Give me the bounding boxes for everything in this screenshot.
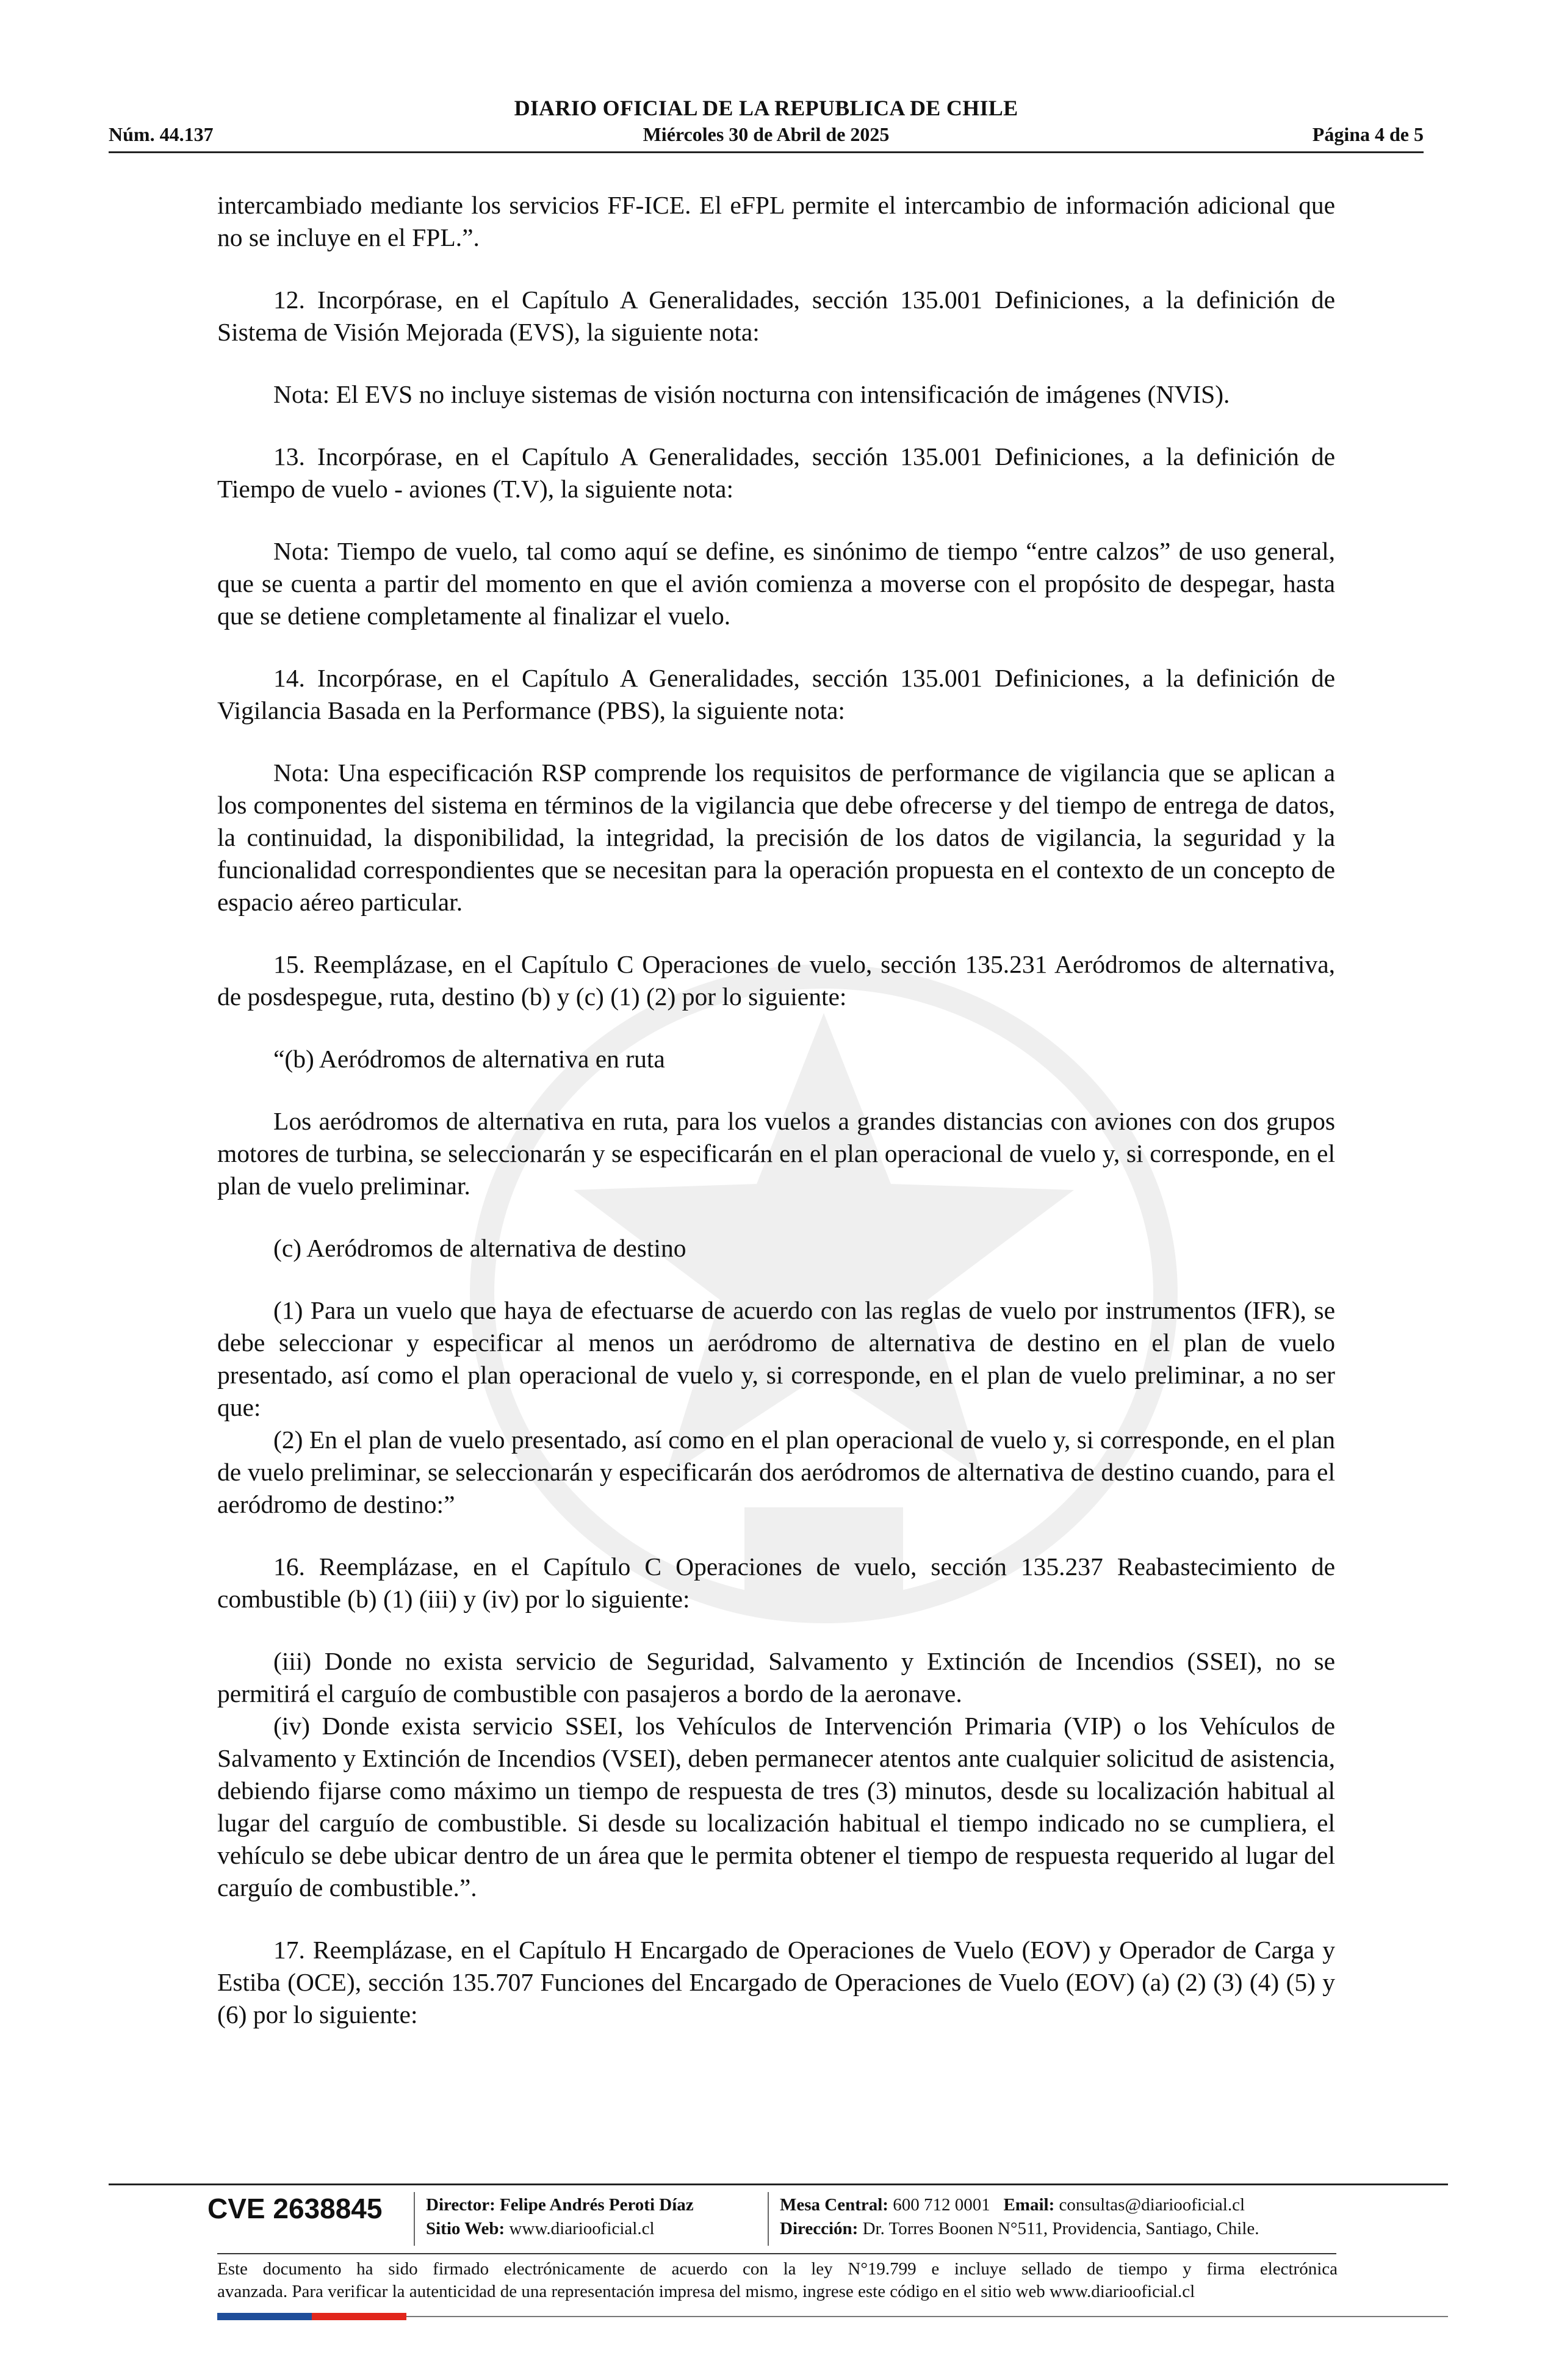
paragraph: Nota: Tiempo de vuelo, tal como aquí se define, es sinónimo de tiempo “entre calzos” de uso general, que se cuenta a partir del momento en que el avión comienza a moverse con el propósito de despegar, hasta que se detiene completamente al finalizar el vuelo. [217,537,1335,630]
footer-separator [414,2192,415,2246]
paragraph: (2) En el plan de vuelo presentado, así como en el plan operacional de vuelo y, si corresponde, en el plan de vuelo preliminar, se seleccionarán y especificarán dos aeródromos de alternativa de destino cuando, para el aeródromo de destino:” [217,1426,1335,1518]
website-label: Sitio Web: [426,2219,505,2238]
address-value: Dr. Torres Boonen N°511, Providencia, Santiago, Chile. [862,2219,1259,2238]
paragraph: (1) Para un vuelo que haya de efectuarse de acuerdo con las reglas de vuelo por instrumentos (IFR), se debe seleccionar y especificar al menos un aeródromo de alternativa de destino en el plan de vuelo presentado, así como el plan operacional de vuelo y, si corresponde, en el plan de vuelo preliminar, a no ser que: [217,1296,1335,1421]
paragraph: Los aeródromos de alternativa en ruta, para los vuelos a grandes distancias con aviones con dos grupos motores de turbina, se seleccionarán y se especificarán en el plan operacional de vuelo y, si corresponde, en el plan de vuelo preliminar. [217,1107,1335,1200]
footer-contact-block [780,2193,1259,2241]
footer-separator [768,2192,769,2246]
flag-stripe [217,2313,406,2320]
paragraph: “(b) Aeródromos de alternativa en ruta [273,1045,665,1073]
paragraph: (iv) Donde exista servicio SSEI, los Vehículos de Intervención Primaria (VIP) o los Vehículos de Salvamento y Extinción de Incendios (VSEI), deben permanecer atentos ante cualquier solicitud de asistencia, debiendo fijarse como máximo un tiempo de respuesta de tres (3) minutos, desde su localización habitual al lugar del carguío de combustible. Si desde su localización habitual el tiempo indicado no se cumpliera, el vehículo se debe ubicar dentro de un área que le permita obtener el tiempo de respuesta requerido al lugar del carguío de combustible.”. [217,1712,1335,1902]
paragraph: Nota: El EVS no incluye sistemas de visión nocturna con intensificación de imágenes (NVIS). [273,380,1230,408]
address-label: Dirección: [780,2219,859,2238]
paragraph: Nota: Una especificación RSP comprende los requisitos de performance de vigilancia que se aplican a los componentes del sistema en términos de la vigilancia que debe ofrecerse y del tiempo de entrega de datos, la continuidad, la disponibilidad, la integridad, la precisión de los datos de vigilancia, la seguridad y la funcionalidad correspondientes que se necesitan para la operación propuesta en el contexto de un concepto de espacio aéreo particular. [217,759,1335,916]
legal-notice [217,2258,1338,2303]
legal-line: Este documento ha sido firmado electrónicamente de acuerdo con la ley N°19.799 e incluye sellado de tiempo y firma electrónica [217,2259,1338,2279]
paragraph: 14. Incorpórase, en el Capítulo A Generalidades, sección 135.001 Definiciones, a la definición de Vigilancia Basada en la Performance (PBS), la siguiente nota: [217,664,1335,724]
paragraph: (c) Aeródromos de alternativa de destino [273,1234,686,1262]
footer-divider [109,2183,1448,2185]
footer-bottom-rule [406,2316,1448,2317]
phone-label: Mesa Central: [780,2195,888,2215]
website-link[interactable]: www.diariooficial.cl [509,2219,655,2238]
email-link[interactable]: consultas@diariooficial.cl [1059,2195,1245,2215]
cve-code: CVE 2638845 [207,2193,383,2224]
document-body [217,189,1335,2061]
phone-value: 600 712 0001 [893,2195,990,2215]
newspaper-title: DIARIO OFICIAL DE LA REPUBLICA DE CHILE [514,96,1018,120]
paragraph: 15. Reemplázase, en el Capítulo C Operaciones de vuelo, sección 135.231 Aeródromos de alternativa, de posdespegue, ruta, destino (b) y (c) (1) (2) por lo siguiente: [217,950,1335,1011]
director-name: Felipe Andrés Peroti Díaz [500,2195,694,2215]
page-number: Página 4 de 5 [1312,123,1424,145]
paragraph: 12. Incorpórase, en el Capítulo A Generalidades, sección 135.001 Definiciones, a la definición de Sistema de Visión Mejorada (EVS), la siguiente nota: [217,286,1335,346]
paragraph: 16. Reemplázase, en el Capítulo C Operaciones de vuelo, sección 135.237 Reabastecimiento de combustible (b) (1) (iii) y (iv) por lo siguiente: [217,1552,1335,1613]
paragraph: intercambiado mediante los servicios FF-ICE. El eFPL permite el intercambio de información adicional que no se incluye en el FPL.”. [217,191,1335,251]
issue-date: Miércoles 30 de Abril de 2025 [643,123,890,145]
director-label: Director: [426,2195,495,2215]
footer-director-block [426,2193,694,2241]
legal-line: avanzada. Para verificar la autenticidad de una representación impresa del mismo, ingrese este código en el sitio web www.diariooficial.cl [217,2282,1195,2301]
flag-blue-segment [217,2313,312,2320]
footer-subdivider [217,2253,1336,2254]
paragraph: (iii) Donde no exista servicio de Seguridad, Salvamento y Extinción de Incendios (SSEI), no se permitirá el carguío de combustible con pasajeros a bordo de la aeronave. [217,1647,1335,1707]
email-label: Email: [1003,2195,1055,2215]
page-header [109,93,1424,153]
flag-red-segment [312,2313,406,2320]
paragraph: 17. Reemplázase, en el Capítulo H Encargado de Operaciones de Vuelo (EOV) y Operador de Carga y Estiba (OCE), sección 135.707 Funciones del Encargado de Operaciones de Vuelo (EOV) (a) (2) (3) (4) (5) y (6) por lo siguiente: [217,1936,1335,2028]
paragraph: 13. Incorpórase, en el Capítulo A Generalidades, sección 135.001 Definiciones, a la definición de Tiempo de vuelo - aviones (T.V), la siguiente nota: [217,442,1335,503]
issue-number: Núm. 44.137 [109,123,214,145]
